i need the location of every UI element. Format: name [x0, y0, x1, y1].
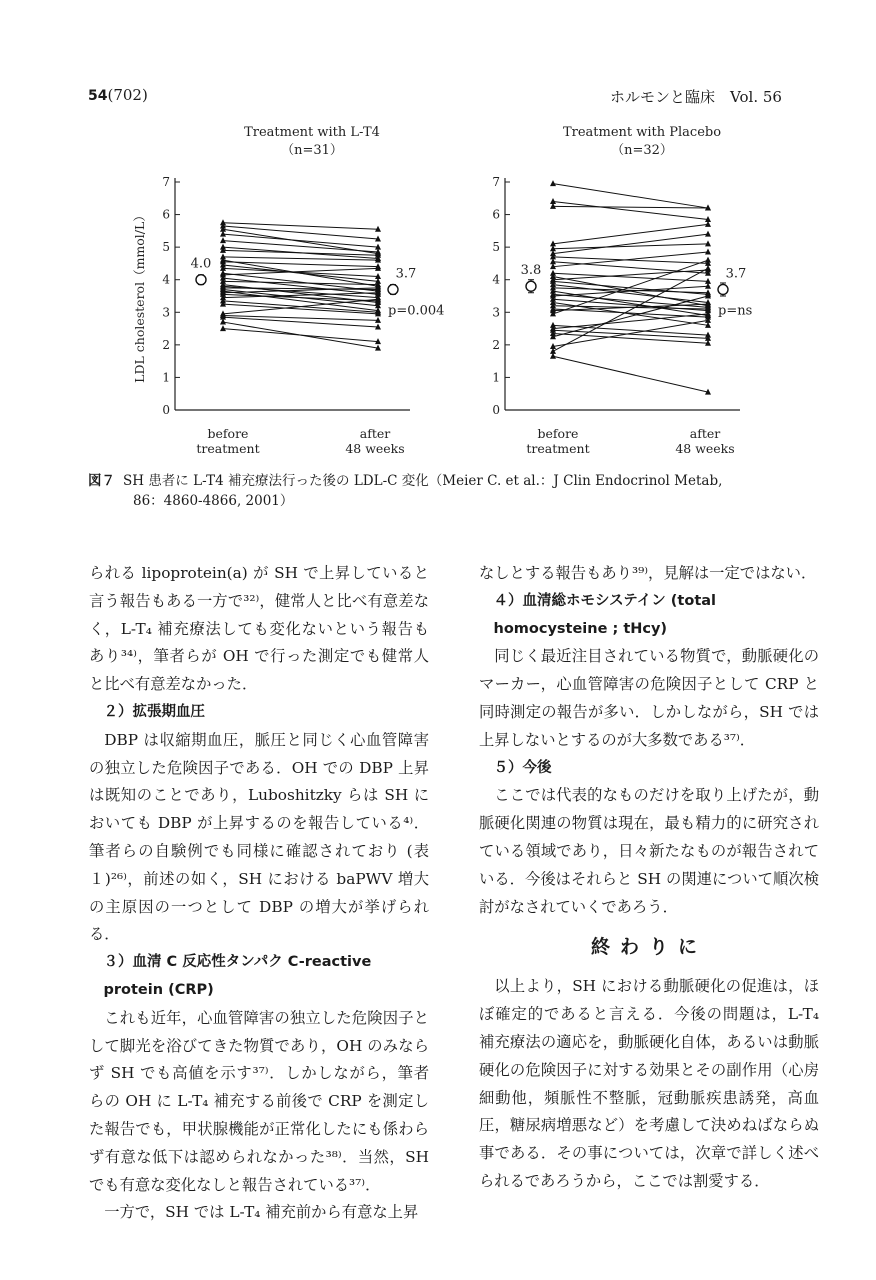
paragraph: 以上より，SH における動脈硬化の促進は，ほぼ確定的であると言える．今後の問題は，L-T₄ 補充療法の適応を，動脈硬化自体，あるいは動脈硬化の危険因子に対する効果とその副作用（心房細動他，頻脈性不整脈，冠動脈疾患誘発，高血圧，糖尿病増悪など）を考慮して決めねばならぬ事である．その事については，次章で詳しく述べられるであろうから，ここでは割愛する．	[479, 977, 819, 1190]
series-line	[553, 234, 708, 254]
y-tick-label: 4	[162, 272, 170, 287]
page-number: 54(702)	[88, 86, 148, 104]
x-tick-label: after	[359, 426, 391, 441]
series-line	[223, 316, 378, 321]
y-tick-label: 0	[162, 403, 170, 417]
figure-label: 図７	[88, 473, 115, 489]
y-tick-label: 5	[492, 240, 500, 255]
series-line	[553, 244, 708, 249]
data-point	[220, 247, 226, 253]
x-tick-label: before	[537, 426, 579, 441]
mean-label: 3.8	[520, 263, 542, 279]
right-column	[479, 560, 819, 1196]
caption-line1: SH 患者に L-T4 補充療法行った後の LDL-C 変化（Meier C. et al.：J Clin Endocrinol Metab,	[123, 473, 723, 489]
series-line	[553, 330, 708, 338]
series-line	[553, 252, 708, 267]
section-heading-crp: ３）血清 C 反応性タンパク C-reactive protein (CRP)	[103, 954, 372, 998]
y-tick-label: 5	[162, 240, 170, 255]
page-number-paren: (702)	[107, 86, 148, 104]
y-axis-label: LDL cholesterol（mmol/L）	[132, 209, 147, 383]
y-tick-label: 7	[162, 175, 170, 189]
paragraph: ここでは代表的なものだけを取り上げたが，動脈硬化関連の物質は現在，最も精力的に研究されている領域であり，日々新たなものが報告されている．今後はそれらと SH の関連について順次検討がなされていくであろう．	[479, 786, 819, 916]
series-line	[223, 304, 378, 314]
data-point	[705, 231, 711, 237]
x-tick-label: after	[689, 426, 721, 441]
paragraph: られる lipoprotein(a) が SH で上昇していると言う報告もある一方で³²⁾，健常人と比べ有意差なく，L-T₄ 補充療法しても変化ないという報告もあり³⁴⁾，筆者らが OH で行った測定でも健常人と比べ有意差なかった．	[89, 564, 429, 694]
chart-subtitle: （n=32）	[611, 143, 673, 158]
x-tick-label: before	[207, 426, 249, 441]
running-header	[610, 86, 800, 107]
x-tick-label: treatment	[196, 441, 260, 456]
paragraph: 同じく最近注目されている物質で，動脈硬化のマーカー，心血管障害の危険因子として CRP と同時測定の報告が多い．しかしながら，SH では上昇しないとするのが大多数である³⁷⁾．	[479, 647, 819, 749]
y-tick-label: 3	[492, 305, 500, 320]
data-point	[220, 237, 226, 243]
y-tick-label: 2	[162, 337, 170, 352]
section-title-conclusion: 終わりに	[590, 936, 707, 959]
series-line	[223, 265, 378, 281]
series-line	[223, 299, 378, 314]
chart-title: Treatment with L-T4	[244, 125, 380, 140]
series-line	[223, 234, 378, 247]
y-tick-label: 1	[162, 370, 170, 385]
y-tick-label: 6	[162, 207, 170, 222]
data-point	[705, 257, 711, 263]
series-line	[553, 356, 708, 392]
x-tick-label: treatment	[526, 441, 590, 456]
y-tick-label: 4	[492, 272, 500, 287]
x-tick-label: 48 weeks	[675, 441, 735, 456]
data-point	[220, 301, 226, 307]
y-tick-label: 7	[492, 175, 500, 189]
y-tick-label: 0	[492, 403, 500, 417]
section-heading-thcy: ４）血清総ホモシステイン (total homocysteine ; tHcy)	[493, 592, 717, 637]
paragraph: 一方で，SH では L-T₄ 補充前から有意な上昇	[104, 1203, 419, 1222]
chart-title: Treatment with Placebo	[562, 125, 722, 140]
series-line	[223, 241, 378, 252]
section-heading-future: ５）今後	[493, 759, 552, 776]
y-tick-label: 6	[492, 207, 500, 222]
ldl-chart-placebo	[450, 118, 753, 463]
p-value-label: p=ns	[718, 303, 753, 319]
journal-title: ホルモンと臨床	[610, 88, 716, 106]
y-tick-label: 1	[492, 370, 500, 385]
series-line	[553, 333, 708, 343]
mean-label: 4.0	[190, 256, 212, 272]
x-tick-label: 48 weeks	[345, 441, 405, 456]
y-tick-label: 2	[492, 337, 500, 352]
mean-point	[388, 284, 398, 294]
caption-line2: 86：4860-4866, 2001）	[133, 493, 294, 509]
mean-label: 3.7	[725, 266, 747, 282]
data-point	[705, 240, 711, 246]
paragraph: DBP は収縮期血圧，脈圧と同じく心血管障害の独立した危険因子である．OH での DBP 上昇は既知のことであり，Luboshitzky らは SH においても DBP が上昇するのを報告している⁴⁾．筆者らの自験例でも同様に確認されており (表１)²⁶⁾，前述の如く，SH における baPWV 増大の主原因の一つとして DBP の増大が挙げられる．	[89, 730, 429, 944]
series-line	[553, 288, 708, 293]
figure-caption	[88, 471, 788, 511]
mean-point	[526, 281, 536, 291]
paragraph: なしとする報告もあり³⁹⁾，見解は一定ではない．	[479, 564, 817, 582]
p-value-label: p=0.004	[388, 303, 445, 319]
mean-point	[196, 275, 206, 285]
series-line	[223, 250, 378, 255]
series-line	[223, 257, 378, 260]
series-line	[553, 224, 708, 244]
series-line	[223, 329, 378, 342]
left-column	[89, 560, 429, 1227]
series-line	[553, 206, 708, 208]
data-point	[705, 249, 711, 255]
paragraph: これも近年，心血管障害の独立した危険因子として脚光を浴びてきた物質であり，OH のみならず SH でも高値を示す³⁷⁾．しかしながら，筆者らの OH に L-T₄ 補充する前後で CRP を測定した報告でも，甲状腺機能が正常化したにも係わらず有意な低下は認められなかった³⁸⁾．当然，SH でも有意な変化なしと報告されている³⁷⁾．	[89, 1008, 429, 1194]
series-line	[553, 257, 708, 264]
mean-label: 3.7	[395, 266, 417, 282]
mean-point	[718, 284, 728, 294]
chart-subtitle: （n=31）	[281, 143, 343, 158]
data-point	[220, 325, 226, 331]
data-point	[550, 180, 556, 186]
journal-volume: Vol. 56	[730, 88, 782, 106]
section-heading-dbp: ２）拡張期血圧	[103, 703, 205, 720]
y-tick-label: 3	[162, 305, 170, 320]
ldl-chart-lt4	[120, 118, 445, 463]
